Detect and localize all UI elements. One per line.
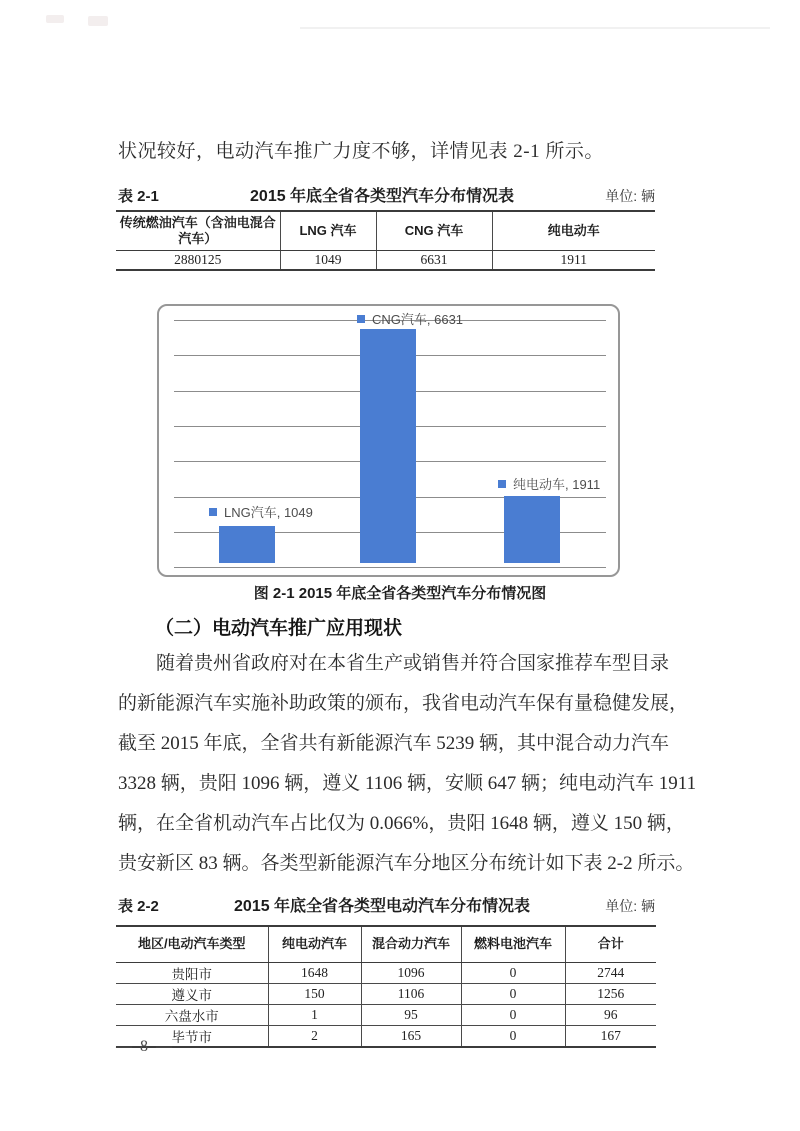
table2-cell: 0 [461, 1026, 565, 1048]
paragraph-line: 3328 辆，贵阳 1096 辆，遵义 1106 辆，安顺 647 辆；纯电动汽车 1911 [118, 773, 697, 794]
table-row [116, 251, 655, 271]
table1-label: 表 2-1 [118, 188, 159, 205]
table2-cell: 贵阳市 [116, 963, 268, 984]
legend-square-icon [498, 480, 506, 488]
table2-cell: 2 [268, 1026, 361, 1048]
data-label-text: CNG汽车, 6631 [372, 312, 464, 327]
table1-caption [118, 183, 655, 206]
table2-unit: 单位: 辆 [605, 898, 655, 914]
chart-plot [159, 306, 618, 575]
table-header-row [116, 926, 656, 963]
table1-title: 2015 年底全省各类型汽车分布情况表 [250, 188, 515, 205]
table-row [116, 963, 656, 984]
table2-header-cell: 地区/电动汽车类型 [116, 926, 268, 963]
table2-cell: 1648 [268, 963, 361, 984]
table1-header-cell: LNG 汽车 [280, 211, 376, 251]
table2-cell: 0 [461, 1005, 565, 1026]
table2-cell: 毕节市 [171, 1030, 212, 1045]
paragraph-line: 辆，在全省机动汽车占比仅为 0.066%，贵阳 1648 辆，遵义 150 辆， [118, 813, 685, 834]
table-vehicle-distribution [116, 210, 655, 271]
data-label-text: LNG汽车, 1049 [224, 505, 313, 520]
table1-cell: 6631 [376, 251, 492, 271]
table2-title: 2015 年底全省各类型电动汽车分布情况表 [234, 898, 531, 915]
data-label-text: 纯电动车, 1911 [513, 477, 601, 492]
table2-caption [118, 893, 655, 916]
legend-square-icon [209, 508, 217, 516]
table2-cell: 1106 [361, 984, 461, 1005]
page-number: — 8 — [116, 1038, 174, 1055]
scan-smudge [46, 15, 64, 23]
table2-cell: 1 [268, 1005, 361, 1026]
table2-cell: 1096 [361, 963, 461, 984]
table2-cell: 96 [565, 1005, 656, 1026]
table2-header-cell: 燃料电池汽车 [461, 926, 565, 963]
table1-header-cell: 纯电动车 [492, 211, 655, 251]
table2-cell: 95 [361, 1005, 461, 1026]
paragraph-line: 随着贵州省政府对在本省生产或销售并符合国家推荐车型目录 [156, 653, 670, 674]
table2-cell: 遵义市 [116, 984, 268, 1005]
table2-cell: 0 [461, 963, 565, 984]
data-label-lng [209, 502, 313, 521]
table1-cell: 1049 [280, 251, 376, 271]
table-row [116, 984, 656, 1005]
table2-header-cell: 纯电动汽车 [268, 926, 361, 963]
table2-cell: 165 [361, 1026, 461, 1048]
table1-header-cell: 传统燃油汽车（含油电混合汽车） [116, 211, 280, 251]
paragraph-line: 贵安新区 83 辆。各类型新能源汽车分地区分布统计如下表 2-2 所示。 [118, 853, 695, 874]
intro-text: 状况较好，电动汽车推广力度不够，详情见表 2-1 所示。 [118, 141, 604, 162]
paragraph-line: 的新能源汽车实施补助政策的颁布，我省电动汽车保有量稳健发展， [118, 693, 689, 714]
table2-header-cell: 混合动力汽车 [361, 926, 461, 963]
bar-chart [157, 304, 620, 577]
table-row [116, 1005, 656, 1026]
data-label-cng [357, 309, 463, 328]
table2-cell: 150 [268, 984, 361, 1005]
table-ev-distribution-by-region [116, 925, 656, 1048]
table1-cell: 2880125 [174, 252, 222, 267]
table1-header-cell: CNG 汽车 [376, 211, 492, 251]
table2-header-cell: 合计 [565, 926, 656, 963]
chart-bar-纯电动车 [504, 496, 560, 563]
data-label-ev [498, 474, 600, 493]
chart-bar-LNG汽车 [219, 526, 275, 563]
chart-gridline [174, 567, 606, 568]
scan-smudge [88, 16, 108, 26]
section-heading: （二）电动汽车推广应用现状 [155, 618, 403, 639]
table1-cell: 1911 [492, 251, 655, 271]
table-header-row [116, 211, 655, 251]
chart-bar-CNG汽车 [360, 329, 416, 563]
paragraph-line: 截至 2015 年底，全省共有新能源汽车 5239 辆，其中混合动力汽车 [118, 733, 670, 754]
table2-cell: 0 [461, 984, 565, 1005]
table2-cell: 六盘水市 [116, 1005, 268, 1026]
body-paragraph [118, 644, 697, 884]
table2-cell: 1256 [565, 984, 656, 1005]
table1-unit: 单位: 辆 [605, 188, 655, 204]
figure-caption: 图 2-1 2015 年底全省各类型汽车分布情况图 [253, 585, 547, 602]
table2-cell: 2744 [565, 963, 656, 984]
legend-square-icon [357, 315, 365, 323]
table-row [116, 1026, 656, 1048]
table2-label: 表 2-2 [118, 898, 159, 915]
table2-cell: 167 [565, 1026, 656, 1048]
scan-artifact-line [300, 27, 770, 29]
